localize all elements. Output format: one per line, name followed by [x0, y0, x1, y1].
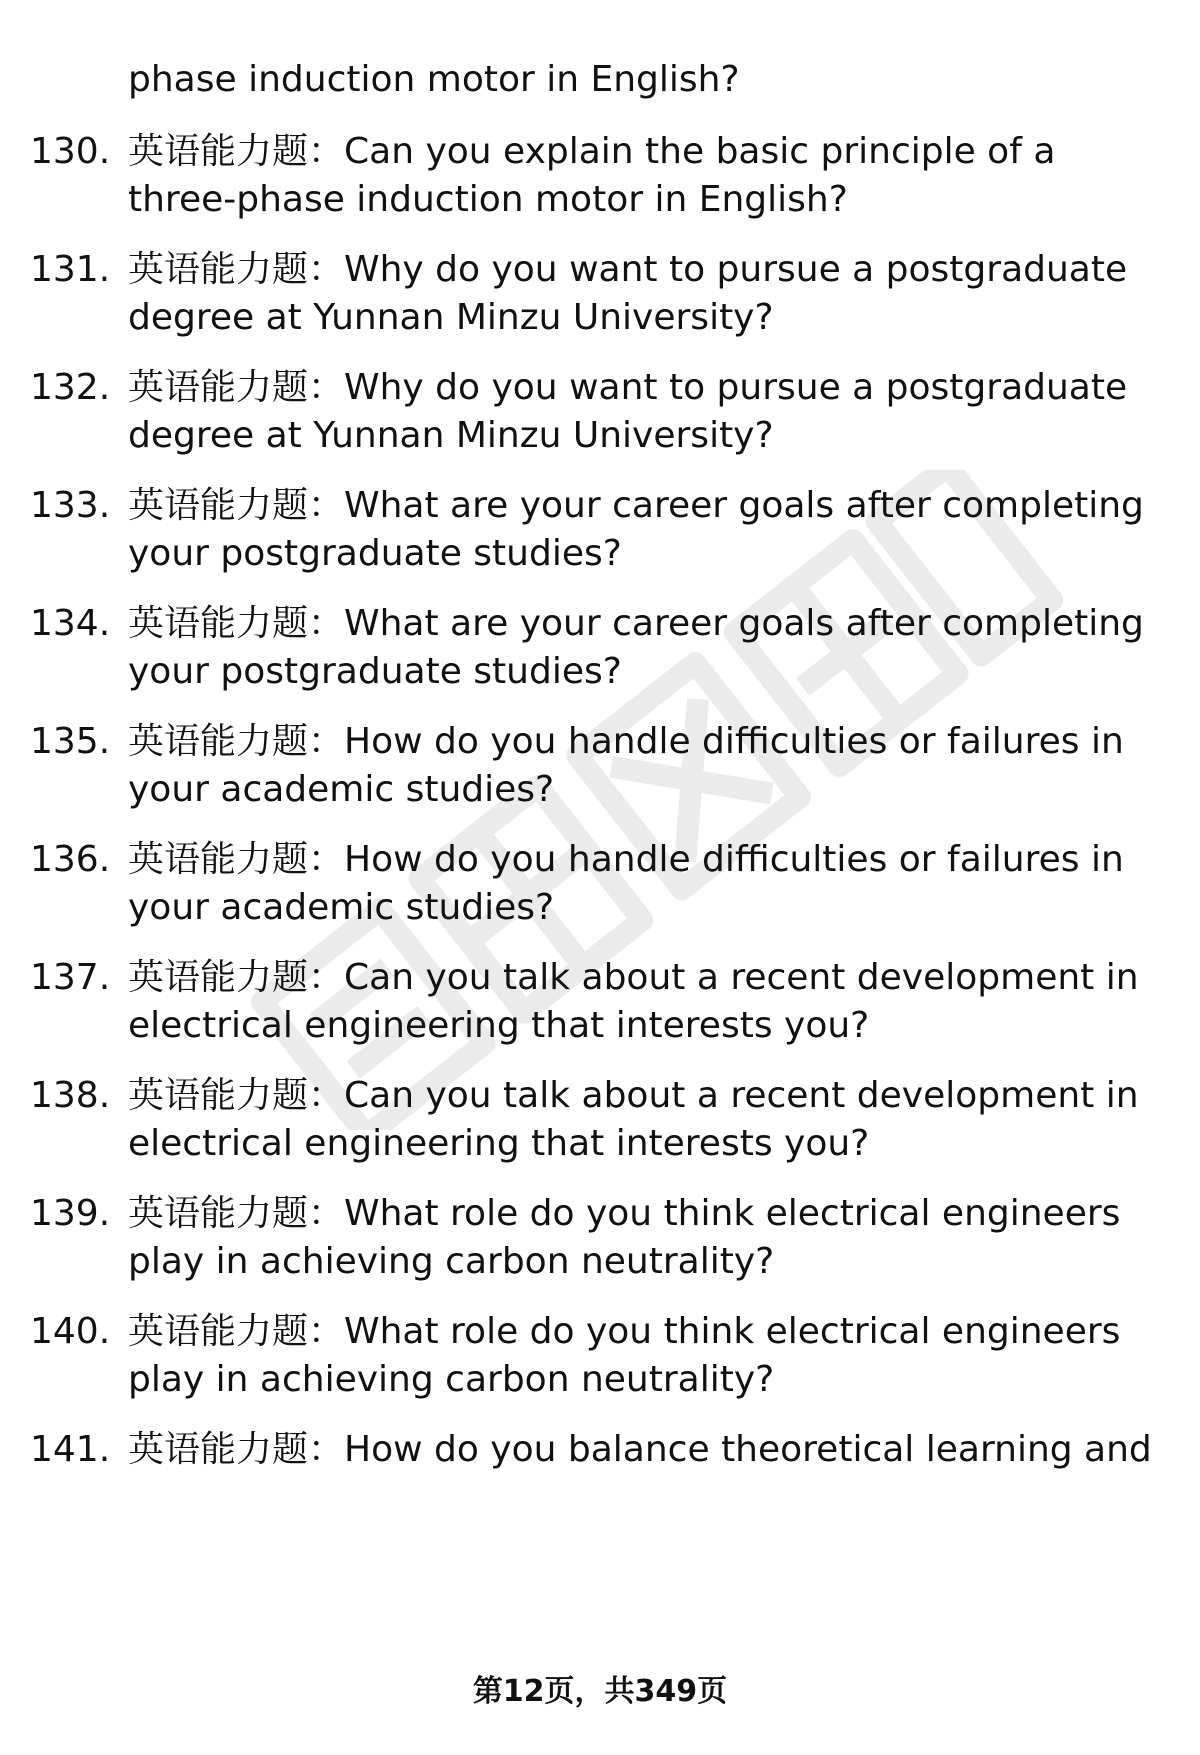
- list-item: [30, 1190, 1170, 1286]
- item-text: 英语能力题：How do you balance theoretical learning and: [128, 1429, 1152, 1470]
- item-number: 133.: [30, 485, 111, 526]
- item-number: 130.: [30, 131, 111, 172]
- list-item: [30, 954, 1170, 1050]
- item-text: 英语能力题：Can you talk about a recent development in electrical engineering that interests you?: [128, 957, 1139, 1046]
- page-footer: 第12页，共349页: [472, 1674, 728, 1709]
- item-number: 137.: [30, 957, 111, 998]
- list-item: [30, 1426, 1170, 1474]
- item-text: 英语能力题：How do you handle difficulties or failures in your academic studies?: [128, 839, 1124, 928]
- item-text: 英语能力题：What role do you think electrical engineers play in achieving carbon neutrality?: [128, 1311, 1121, 1400]
- item-text: 英语能力题：How do you handle difficulties or failures in your academic studies?: [128, 721, 1124, 810]
- item-number: 134.: [30, 603, 111, 644]
- item-text: 英语能力题：Can you explain the basic principle of a three-phase induction motor in English?: [128, 131, 1056, 220]
- item-text: 英语能力题：What role do you think electrical engineers play in achieving carbon neutrality?: [128, 1193, 1121, 1282]
- list-item: [30, 718, 1170, 814]
- item-number: 135.: [30, 721, 111, 762]
- list-item: [30, 246, 1170, 342]
- item-number: 136.: [30, 839, 111, 880]
- continued-question-text: phase induction motor in English?: [128, 59, 740, 100]
- list-item: [30, 128, 1170, 224]
- item-text: 英语能力题：Why do you want to pursue a postgraduate degree at Yunnan Minzu University?: [128, 367, 1128, 456]
- item-text: 英语能力题：What are your career goals after completing your postgraduate studies?: [128, 603, 1144, 692]
- item-number: 141.: [30, 1429, 111, 1470]
- item-number: 138.: [30, 1075, 111, 1116]
- item-text: 英语能力题：Can you talk about a recent development in electrical engineering that interests you?: [128, 1075, 1139, 1164]
- list-item: [30, 1072, 1170, 1168]
- item-number: 132.: [30, 367, 111, 408]
- list-item: [30, 600, 1170, 696]
- item-number: 140.: [30, 1311, 111, 1352]
- item-number: 131.: [30, 249, 111, 290]
- list-item: [30, 836, 1170, 932]
- item-text: 英语能力题：What are your career goals after completing your postgraduate studies?: [128, 485, 1144, 574]
- item-number: 139.: [30, 1193, 111, 1234]
- item-text: 英语能力题：Why do you want to pursue a postgraduate degree at Yunnan Minzu University?: [128, 249, 1128, 338]
- list-item: [30, 364, 1170, 460]
- list-item: [30, 482, 1170, 578]
- list-item: [30, 1308, 1170, 1404]
